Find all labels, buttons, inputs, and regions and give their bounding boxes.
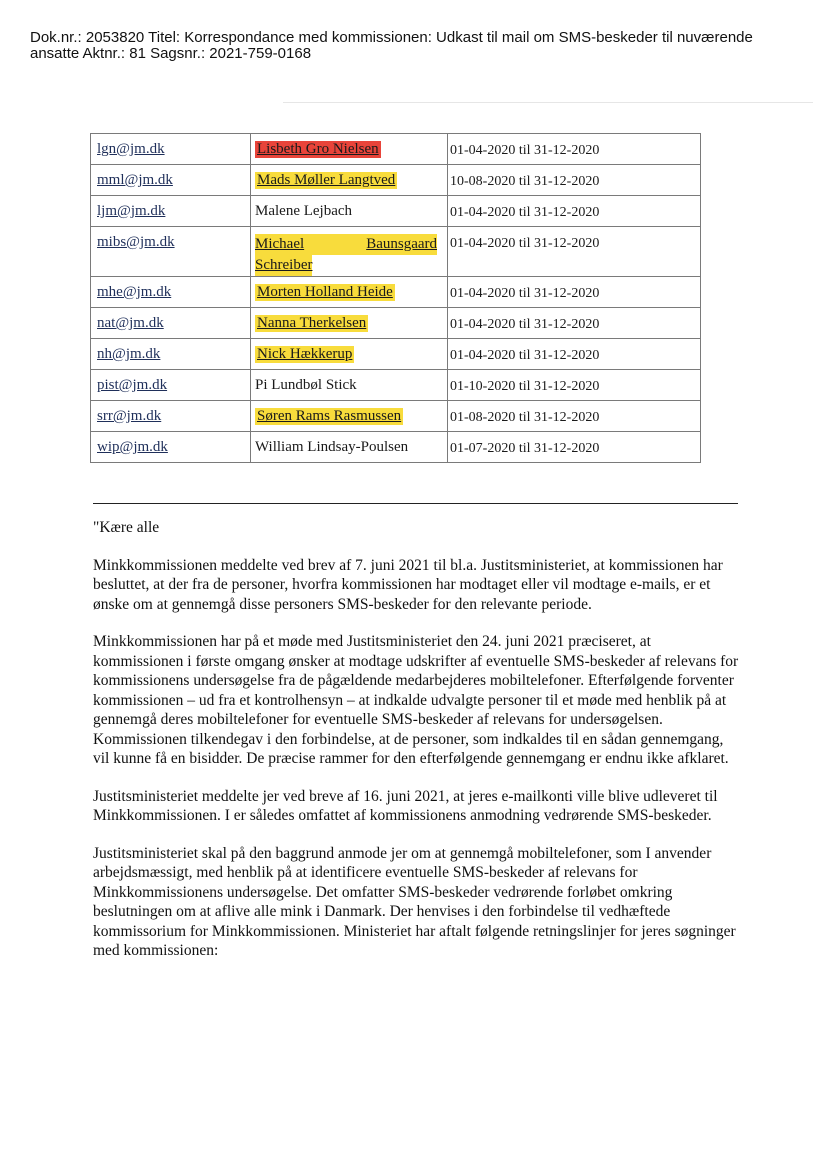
table-row [91,165,701,196]
name-part: Michael [255,236,305,252]
person-name: Nanna Therkelsen [257,315,367,331]
table-row [91,401,701,432]
person-name: Malene Lejbach [255,203,353,219]
email-link[interactable]: nat@jm.dk [97,315,164,331]
period: 01-04-2020 til 31-12-2020 [450,205,600,220]
period: 01-04-2020 til 31-12-2020 [450,317,600,332]
name-part: Baunsgaard [366,236,437,252]
section-divider [93,503,738,504]
period: 01-04-2020 til 31-12-2020 [450,143,600,158]
table-row [91,277,701,308]
person-name: Nick Hækkerup [257,346,353,362]
paragraph: Justitsministeriet meddelte jer ved breve af 16. juni 2021, at jeres e-mailkonti ville blive udleveret til Minkkommissionen. I er således omfattet af kommissionens anmodning vedrørende SMS-beskeder. [93,787,718,824]
email-link[interactable]: nh@jm.dk [97,346,161,362]
table-row [91,308,701,339]
name-part: Schreiber [255,255,312,276]
table-row [91,227,701,277]
person-name: Lisbeth Gro Nielsen [257,141,379,157]
period: 01-04-2020 til 31-12-2020 [450,348,600,363]
person-name [255,234,437,276]
period: 10-08-2020 til 31-12-2020 [450,174,600,189]
paragraph: Minkkommissionen meddelte ved brev af 7. juni 2021 til bl.a. Justitsministeriet, at kommissionen har besluttet, at der fra de personer, hvorfra kommissionen har modtaget eller vil modtage e-mails, er et ønske om at gennemgå disse personers SMS-beskeder for den relevante periode. [93,556,723,613]
table-row [91,432,701,463]
table-row [91,196,701,227]
table-row [91,134,701,165]
person-name: Pi Lundbøl Stick [255,377,357,393]
period: 01-10-2020 til 31-12-2020 [450,379,600,394]
table-row [91,339,701,370]
email-link[interactable]: pist@jm.dk [97,377,168,393]
person-name: Morten Holland Heide [257,284,393,300]
email-link[interactable]: mhe@jm.dk [97,284,172,300]
header-line-1: Dok.nr.: 2053820 Titel: Korrespondance med kommissionen: Udkast til mail om SMS-beskeder til nuværende [30,29,753,46]
email-link[interactable]: mibs@jm.dk [97,234,175,250]
document-header [30,30,820,62]
header-line-2: ansatte Aktnr.: 81 Sagsnr.: 2021-759-0168 [30,45,312,62]
person-name: William Lindsay-Poulsen [255,439,409,455]
paragraph: Justitsministeriet skal på den baggrund anmode jer om at gennemgå mobiltelefoner, som I anvender arbejdsmæssigt, med henblik på at identificere eventuelle SMS-beskeder af relevans for Minkkommissionens undersøgelse. Det omfatter SMS-beskeder vedrørende forløbet omkring beslutningen om at aflive alle mink i Danmark. Der henvises i den forbindelse til vedhæftede kommissorium for Minkkommissionen. Ministeriet har aftalt følgende retningslinjer for jeres søgninger med kommissionen: [93,844,736,959]
period: 01-08-2020 til 31-12-2020 [450,410,600,425]
salutation: "Kære alle [93,519,160,536]
person-name: Søren Rams Rasmussen [257,408,402,424]
email-link[interactable]: srr@jm.dk [97,408,162,424]
period: 01-04-2020 til 31-12-2020 [450,286,600,301]
faint-divider [283,102,813,103]
email-link[interactable]: lgn@jm.dk [97,141,165,157]
period: 01-07-2020 til 31-12-2020 [450,441,600,456]
period: 01-04-2020 til 31-12-2020 [450,236,600,251]
table-row [91,370,701,401]
letter-body [93,518,743,979]
paragraph: Minkkommissionen har på et møde med Justitsministeriet den 24. juni 2021 præciseret, at kommissionen i første omgang ønsker at modtage udskrifter af eventuelle SMS-beskeder af relevans for kommissionens undersøgelse fra de pågældende medarbejderes mobiltelefoner. Efterfølgende forventer kommissionen – ud fra et kontrolhensyn – at indkalde udvalgte personer til et møde med henblik på at gennemgå deres mobiltelefoner for eventuelle SMS-beskeder af relevans for undersøgelsen. Kommissionen tilkendegav i den forbindelse, at de personer, som indkaldes til en sådan gennemgang, vil kunne få en bisidder. De præcise rammer for den efterfølgende gennemgang er endnu ikke afklaret. [93,633,739,767]
email-link[interactable]: ljm@jm.dk [97,203,166,219]
email-link[interactable]: mml@jm.dk [97,172,173,188]
staff-table [90,133,701,463]
email-link[interactable]: wip@jm.dk [97,439,168,455]
person-name: Mads Møller Langtved [257,172,396,188]
